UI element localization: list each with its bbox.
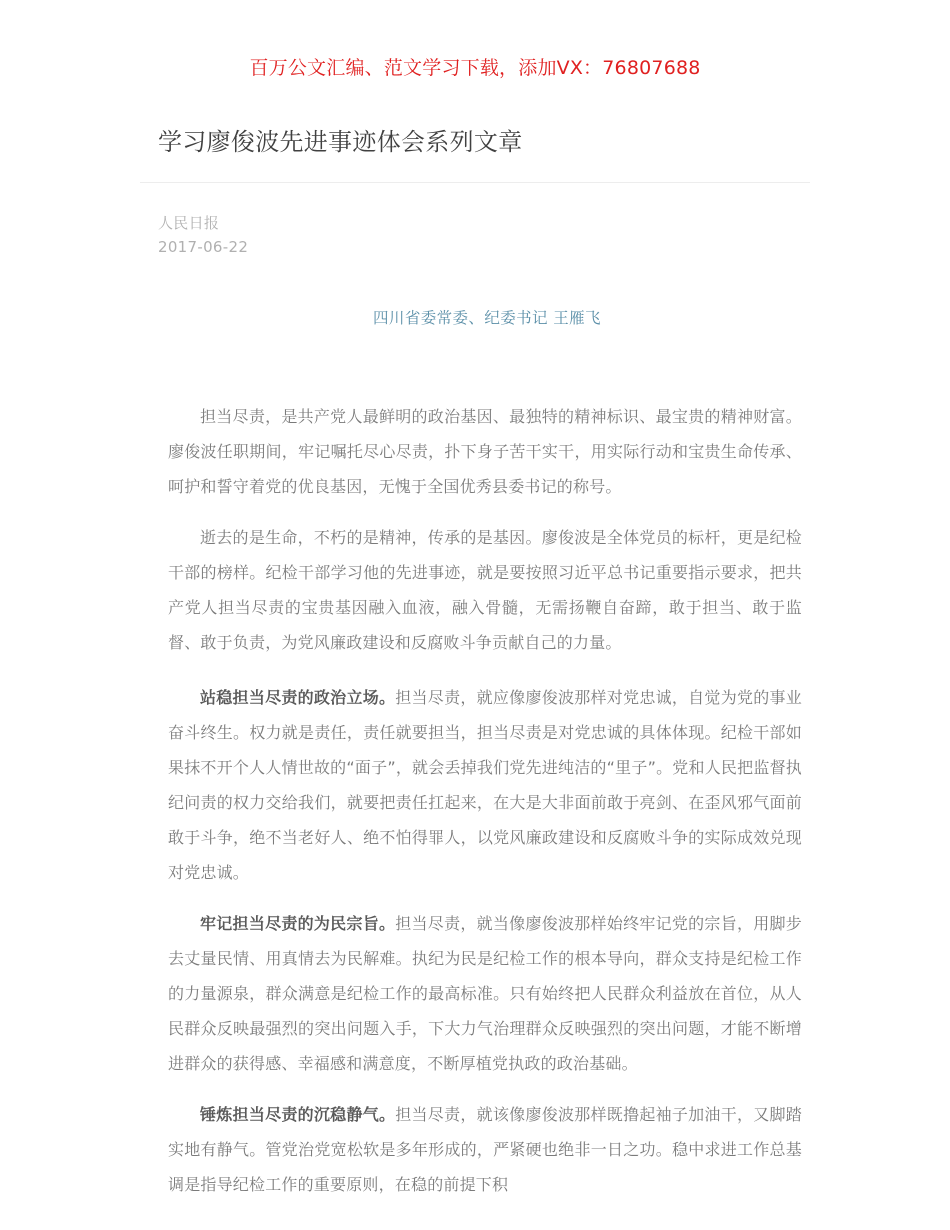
paragraph <box>168 680 802 890</box>
article-body <box>140 399 810 1202</box>
article <box>140 125 810 1218</box>
paragraph-text: 担当尽责，是共产党人最鲜明的政治基因、最独特的精神标识、最宝贵的精神财富。廖俊波任职期间，牢记嘱托尽心尽责，扑下身子苦干实干，用实际行动和宝贵生命传承、呵护和誓守着党的优良基因，无愧于全国优秀县委书记的称号。 <box>168 407 802 496</box>
paragraph-text: 担当尽责，就该像廖俊波那样既撸起袖子加油干，又脚踏实地有静气。管党治党宽松软是多年形成的，严紧硬也绝非一日之功。稳中求进工作总基调是指导纪检工作的重要原则，在稳的前提下积 <box>168 1105 802 1194</box>
paragraph <box>168 1097 802 1202</box>
paragraph <box>168 520 802 660</box>
article-meta <box>140 183 810 259</box>
promo-banner: 百万公文汇编、范文学习下载，添加VX：76807688 <box>249 57 701 79</box>
article-source: 人民日报 <box>158 214 220 232</box>
paragraph-text: 逝去的是生命，不朽的是精神，传承的是基因。廖俊波是全体党员的标杆，更是纪检干部的榜样。纪检干部学习他的先进事迹，就是要按照习近平总书记重要指示要求，把共产党人担当尽责的宝贵基因融入血液，融入骨髓，无需扬鞭自奋蹄，敢于担当、敢于监督、敢于负责，为党风廉政建设和反腐败斗争贡献自己的力量。 <box>168 528 802 652</box>
article-date: 2017-06-22 <box>158 238 249 256</box>
paragraph <box>168 399 802 504</box>
paragraph-lead: 站稳担当尽责的政治立场。 <box>200 688 396 707</box>
paragraph-lead: 锤炼担当尽责的沉稳静气。 <box>200 1105 396 1124</box>
paragraph <box>168 906 802 1081</box>
article-byline: 四川省委常委、纪委书记 王雁飞 <box>373 309 601 327</box>
page-title: 学习廖俊波先进事迹体会系列文章 <box>158 128 523 156</box>
paragraph-lead: 牢记担当尽责的为民宗旨。 <box>200 914 396 933</box>
paragraph-text: 担当尽责，就当像廖俊波那样始终牢记党的宗旨，用脚步去丈量民情、用真情去为民解难。执纪为民是纪检工作的根本导向，群众支持是纪检工作的力量源泉，群众满意是纪检工作的最高标准。只有始终把人民群众利益放在首位，从人民群众反映最强烈的突出问题入手，下大力气治理群众反映强烈的突出问题，才能不断增进群众的获得感、幸福感和满意度，不断厚植党执政的政治基础。 <box>168 914 802 1073</box>
paragraph-text: 担当尽责，就应像廖俊波那样对党忠诚，自觉为党的事业奋斗终生。权力就是责任，责任就要担当，担当尽责是对党忠诚的具体体现。纪检干部如果抹不开个人人情世故的“面子”，就会丢掉我们党先进纯洁的“里子”。党和人民把监督执纪问责的权力交给我们，就要把责任扛起来，在大是大非面前敢于亮剑、在歪风邪气面前敢于斗争，绝不当老好人、绝不怕得罪人，以党风廉政建设和反腐败斗争的实际成效兑现对党忠诚。 <box>168 688 802 882</box>
